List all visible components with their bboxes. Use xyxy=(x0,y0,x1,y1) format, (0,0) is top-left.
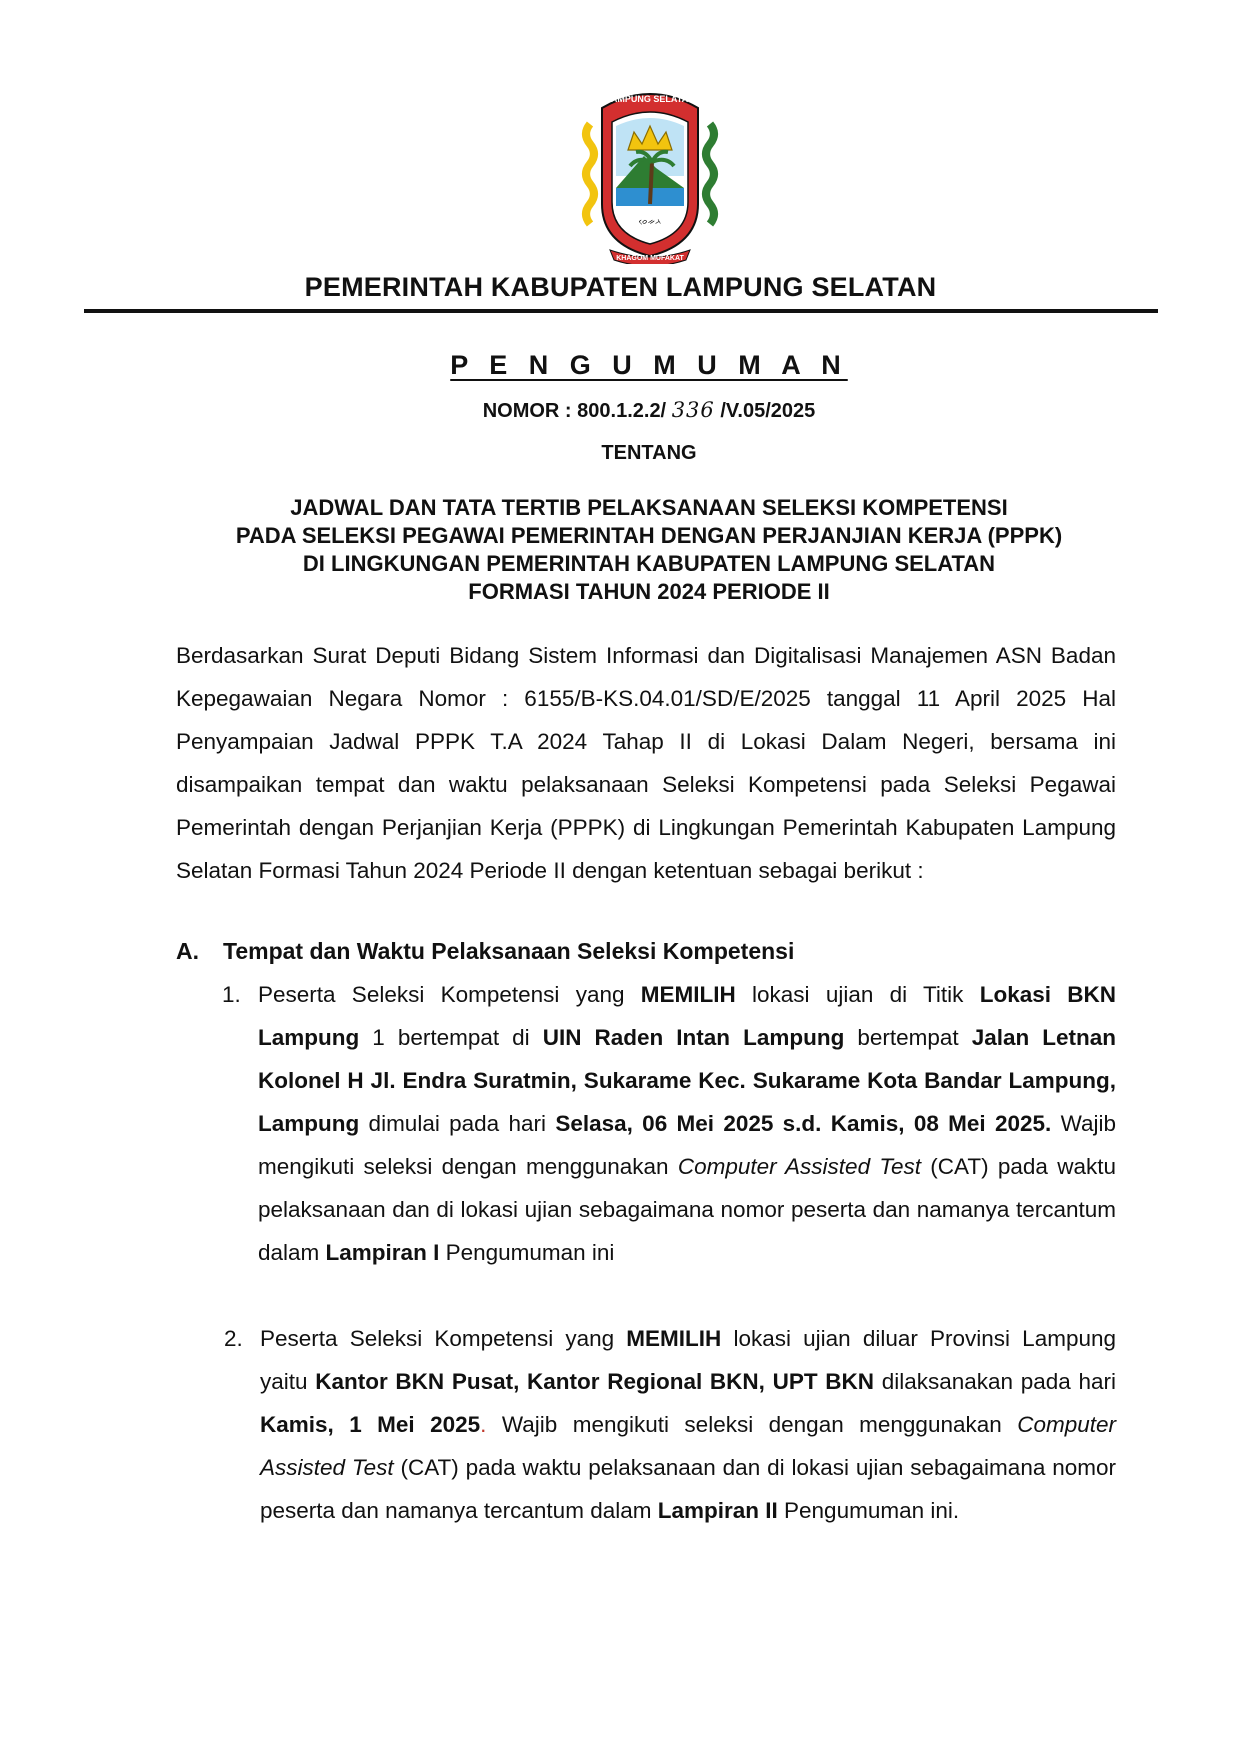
item-text: lokasi ujian diluar Provinsi Lampung yaitu xyxy=(260,1326,1116,1394)
item-bold: MEMILIH xyxy=(626,1326,722,1351)
announcement-title: P E N G U M U M A N xyxy=(450,350,848,380)
item-text: bertempat xyxy=(844,1025,972,1050)
nomor-prefix: NOMOR : 800.1.2.2/ xyxy=(482,400,667,422)
item-bold: MEMILIH xyxy=(640,982,736,1007)
item-bold: Kamis, 1 Mei 2025 xyxy=(260,1412,481,1437)
announcement-number xyxy=(0,398,1241,423)
lampung-selatan-emblem-logo xyxy=(580,84,720,264)
item-bold: Lampiran II xyxy=(657,1498,778,1523)
item-text: 1 bertempat di xyxy=(359,1025,543,1050)
item-text: (CAT) pada waktu pelaksanaan dan di lokasi ujian sebagaimana nomor peserta dan namanya tercantum dalam xyxy=(260,1455,1116,1523)
item-text: Peserta Seleksi Kompetensi yang xyxy=(258,982,641,1007)
item-text: Peserta Seleksi Kompetensi yang xyxy=(260,1326,627,1351)
subject-line: PADA SELEKSI PEGAWAI PEMERINTAH DENGAN PERJANJIAN KERJA (PPPK) xyxy=(235,523,1063,548)
section-a-heading xyxy=(176,930,794,973)
item-bold: Selasa, 06 Mei 2025 s.d. Kamis, 08 Mei 2025. xyxy=(555,1111,1052,1136)
list-item xyxy=(224,1317,1116,1532)
announcement-subject xyxy=(0,494,1241,606)
emblem-script-text: ᨔᨙᨀᨂ xyxy=(638,217,662,227)
item-bold: Lokasi BKN Lampung xyxy=(258,982,1116,1050)
item-text: Pengumuman ini xyxy=(439,1240,615,1265)
section-letter: A. xyxy=(176,938,199,964)
item-text: dilaksanakan pada hari xyxy=(874,1369,1116,1394)
item-text: lokasi ujian di Titik xyxy=(735,982,980,1007)
item-bold: Lampiran I xyxy=(325,1240,440,1265)
subject-line: FORMASI TAHUN 2024 PERIODE II xyxy=(468,579,830,604)
government-header-title: PEMERINTAH KABUPATEN LAMPUNG SELATAN xyxy=(304,272,937,302)
tentang-label: TENTANG xyxy=(601,442,697,464)
list-item-number: 1. xyxy=(222,982,241,1007)
item-red-period: . xyxy=(480,1412,487,1437)
item-text: dimulai pada hari xyxy=(359,1111,556,1136)
emblem-top-text: LAMPUNG SELATAN xyxy=(605,94,695,104)
item-bold: Jalan Letnan Kolonel H Jl. Endra Suratmin, Sukarame Kec. Sukarame Kota Bandar Lampung, Lampung xyxy=(258,1025,1117,1136)
list-item xyxy=(222,973,1117,1274)
item-text: Wajib mengikuti seleksi dengan menggunakan xyxy=(258,1111,1116,1179)
header-divider xyxy=(84,309,1158,313)
nomor-suffix: /V.05/2025 xyxy=(720,400,816,422)
subject-line: JADWAL DAN TATA TERTIB PELAKSANAAN SELEKSI KOMPETENSI xyxy=(290,495,1008,520)
item-italic: Computer Assisted Test xyxy=(260,1412,1116,1480)
section-title: Tempat dan Waktu Pelaksanaan Seleksi Kompetensi xyxy=(223,938,795,964)
nomor-handwritten: 336 xyxy=(671,398,715,422)
subject-line: DI LINGKUNGAN PEMERINTAH KABUPATEN LAMPUNG SELATAN xyxy=(302,551,996,576)
item-italic: Computer Assisted Test xyxy=(677,1154,922,1179)
emblem-ribbon-text: KHAGOM MUFAKAT xyxy=(616,255,684,262)
item-text: Wajib mengikuti seleksi dengan menggunakan xyxy=(486,1412,1018,1437)
item-bold: UIN Raden Intan Lampung xyxy=(542,1025,845,1050)
item-text: Pengumuman ini. xyxy=(777,1498,960,1523)
item-text: (CAT) pada waktu pelaksanaan dan di lokasi ujian sebagaimana nomor peserta dan namanya tercantum dalam xyxy=(258,1154,1116,1265)
item-bold: Kantor BKN Pusat, Kantor Regional BKN, UPT BKN xyxy=(315,1369,875,1394)
list-item-number: 2. xyxy=(224,1326,243,1351)
intro-paragraph: Berdasarkan Surat Deputi Bidang Sistem Informasi dan Digitalisasi Manajemen ASN Badan Kepegawaian Negara Nomor : 6155/B-KS.04.01/SD/E/2025 tanggal 11 April 2025 Hal Penyampaian Jadwal PPPK T.A 2024 Tahap II di Lokasi Dalam Negeri, bersama ini disampaikan tempat dan waktu pelaksanaan Seleksi Kompetensi pada Seleksi Pegawai Pemerintah dengan Perjanjian Kerja (PPPK) di Lingkungan Pemerintah Kabupaten Lampung Selatan Formasi Tahun 2024 Periode II dengan ketentuan sebagai berikut : xyxy=(176,643,1116,883)
